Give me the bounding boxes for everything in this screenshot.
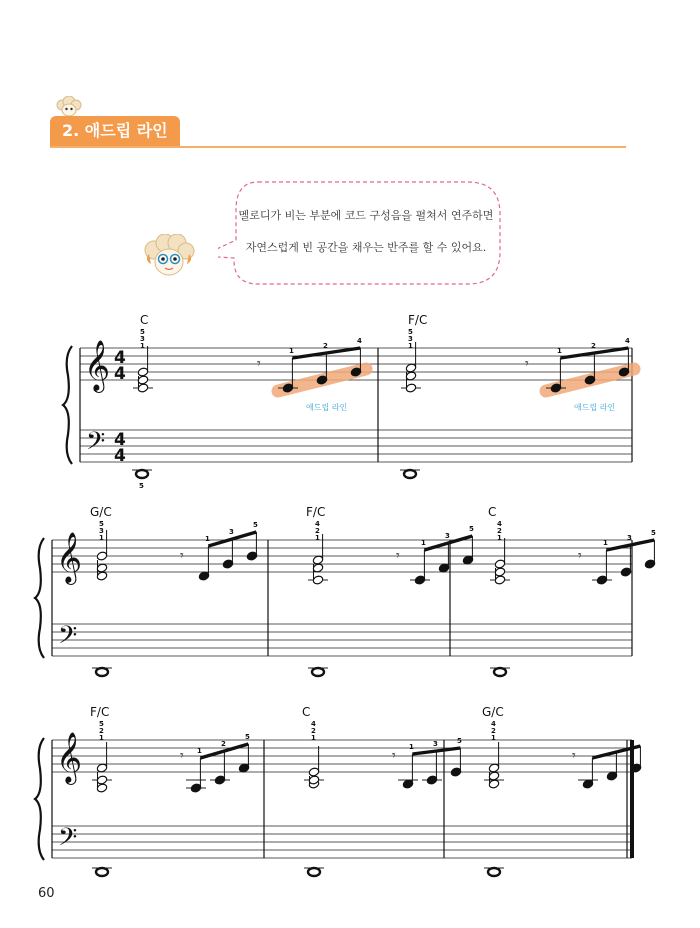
- fingering-number: 2: [323, 342, 328, 350]
- bass-whole-note: [312, 668, 324, 676]
- fingering-number: 4: [315, 520, 320, 528]
- bubble-line-1: 멜로디가 비는 부분에 코드 구성음을 펼쳐서 연주하면: [238, 209, 494, 222]
- chord-note: [96, 763, 107, 773]
- chord-symbol: C: [488, 505, 497, 519]
- bass-staff: [52, 624, 632, 656]
- fingering-number: 1: [197, 747, 202, 755]
- fingering-number: 5: [253, 521, 258, 529]
- fingering-number: 5: [408, 328, 413, 336]
- fingering-number: 1: [140, 342, 145, 350]
- grand-staff-brace: [35, 738, 44, 860]
- eighth-rest-icon: 𝄾: [572, 748, 576, 764]
- svg-text:4: 4: [114, 430, 126, 450]
- adlib-label: 애드립 라인: [306, 403, 348, 412]
- treble-staff: [52, 740, 632, 772]
- eighth-rest-icon: 𝄾: [525, 356, 529, 372]
- fingering-number: 1: [557, 347, 562, 355]
- adlib-label: 애드립 라인: [574, 403, 616, 412]
- fingering-number: 1: [408, 342, 413, 350]
- chord-symbol: C: [140, 313, 149, 327]
- fingering-number: 1: [409, 743, 414, 751]
- fingering-number: 1: [491, 734, 496, 742]
- fingering-number: 3: [140, 335, 145, 343]
- bass-staff: [80, 430, 632, 462]
- chord-note: [494, 559, 505, 569]
- fingering-number: 1: [311, 734, 316, 742]
- time-signature: [114, 430, 126, 466]
- chord-note: [405, 363, 416, 373]
- fingering-number: 2: [497, 527, 502, 535]
- svg-text:4: 4: [114, 348, 126, 368]
- bass-clef-icon: 𝄢: [58, 823, 78, 858]
- fingering-number: 2: [315, 527, 320, 535]
- fingering-number: 1: [99, 534, 104, 542]
- bass-staff: [52, 826, 632, 858]
- fingering-number: 2: [99, 727, 104, 735]
- eighth-rest-icon: 𝄾: [392, 748, 396, 764]
- fingering-number: 3: [445, 532, 450, 540]
- fingering-number: 3: [229, 528, 234, 536]
- page-number: 60: [38, 886, 55, 901]
- chord-symbol: G/C: [482, 705, 504, 719]
- eighth-rest-icon: 𝄾: [578, 548, 582, 564]
- svg-text:4: 4: [114, 446, 126, 466]
- eighth-rest-icon: 𝄾: [180, 548, 184, 564]
- svg-text:4: 4: [114, 364, 126, 384]
- grand-staff-brace: [35, 538, 44, 658]
- chord-note: [96, 551, 107, 561]
- fingering-number: 5: [140, 328, 145, 336]
- chord-symbol: F/C: [306, 505, 326, 519]
- bass-whole-note: [96, 868, 108, 876]
- treble-clef-icon: 𝄞: [84, 340, 111, 391]
- fingering-number: 4: [357, 337, 362, 345]
- fingering-number: 4: [497, 520, 502, 528]
- chord-symbol: F/C: [90, 705, 110, 719]
- bass-whole-note: [136, 470, 148, 478]
- bass-whole-note: [488, 868, 500, 876]
- bass-whole-note: [308, 868, 320, 876]
- chord-note: [137, 367, 148, 377]
- chord-note: [312, 555, 323, 565]
- bass-clef-icon: 𝄢: [86, 427, 106, 462]
- eighth-rest-icon: 𝄾: [180, 748, 184, 764]
- eighth-rest-icon: 𝄾: [396, 548, 400, 564]
- fingering-number: 2: [311, 727, 316, 735]
- fingering-number: 5: [245, 733, 250, 741]
- fingering-number: 2: [491, 727, 496, 735]
- grand-staff-brace: [63, 346, 72, 464]
- chord-note: [488, 763, 499, 773]
- fingering-number: 3: [408, 335, 413, 343]
- fingering-number: 5: [99, 520, 104, 528]
- fingering-number: 1: [315, 534, 320, 542]
- bass-clef-icon: 𝄢: [58, 621, 78, 656]
- fingering-number: 3: [99, 527, 104, 535]
- treble-clef-icon: 𝄞: [56, 532, 83, 583]
- chord-note: [308, 767, 319, 777]
- fingering-number: 1: [99, 734, 104, 742]
- time-signature: [114, 348, 126, 384]
- bass-whole-note: [404, 470, 416, 478]
- fingering-number: 5: [469, 525, 474, 533]
- bubble-line-2: 자연스럽게 빈 공간을 채우는 반주를 할 수 있어요.: [245, 241, 487, 254]
- fingering-number: 1: [205, 535, 210, 543]
- fingering-number: 1: [497, 534, 502, 542]
- section-title: 2. 애드립 라인: [50, 116, 180, 146]
- fingering-number: 5: [651, 529, 656, 537]
- fingering-number: 4: [625, 337, 630, 345]
- fingering-number: 1: [289, 347, 294, 355]
- fingering-number: 3: [433, 740, 438, 748]
- eighth-rest-icon: 𝄾: [257, 356, 261, 372]
- fingering-number: 2: [591, 342, 596, 350]
- fingering-number: 4: [491, 720, 496, 728]
- fingering-number: 2: [221, 740, 226, 748]
- fingering-number: 5: [99, 720, 104, 728]
- fingering-number: 5: [139, 482, 144, 490]
- chord-symbol: F/C: [408, 313, 428, 327]
- fingering-number: 5: [457, 737, 462, 745]
- treble-clef-icon: 𝄞: [56, 732, 83, 783]
- bass-whole-note: [494, 668, 506, 676]
- bass-whole-note: [96, 668, 108, 676]
- fingering-number: 4: [311, 720, 316, 728]
- fingering-number: 3: [627, 534, 632, 542]
- fingering-number: 1: [421, 539, 426, 547]
- chord-symbol: G/C: [90, 505, 112, 519]
- chord-symbol: C: [302, 705, 311, 719]
- treble-staff: [52, 540, 632, 572]
- fingering-number: 1: [603, 539, 608, 547]
